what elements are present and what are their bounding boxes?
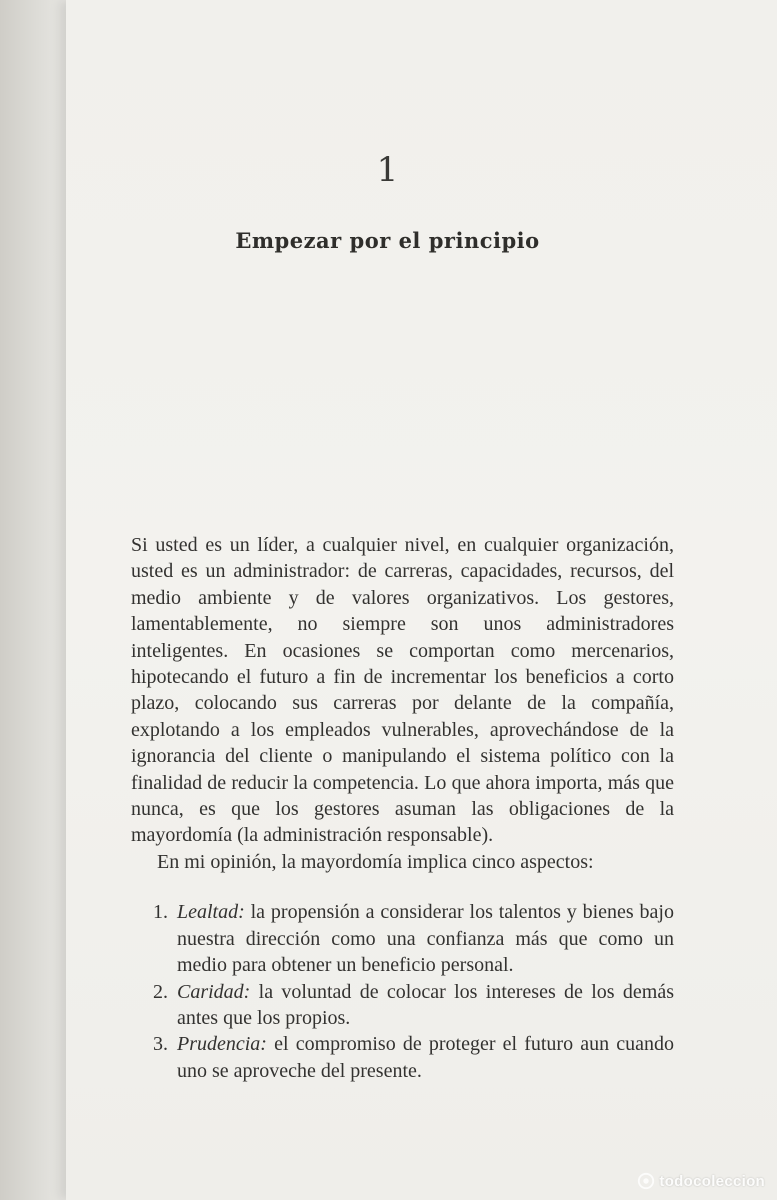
list-item-number: 1. bbox=[153, 901, 168, 924]
chapter-title: Empezar por el principio bbox=[235, 228, 540, 253]
stewardship-list bbox=[131, 899, 674, 1084]
body-text bbox=[131, 532, 674, 1084]
paragraph-intro: Si usted es un líder, a cualquier nivel, en cualquier organización, usted es un administrador: de carreras, capacidades, recursos, del medio ambiente y de valores organizativos. Los gestores, lamentablemente, no siempre son unos administradores inteligentes. En ocasiones se comportan como mercenarios, hipotecando el futuro a fin de incrementar los beneficios a corto plazo, colocando sus carreras por delante de la compañía, explotando a los empleados vulnerables, aprovechándose de la ignorancia del cliente o manipulando el sistema político con la finalidad de reducir la competencia. Lo que ahora importa, más que nunca, es que los gestores asuman las obligaciones de la mayordomía (la administración responsable). bbox=[131, 534, 674, 847]
list-item-text: la voluntad de colocar los intereses de los demás antes que los propios. bbox=[177, 980, 674, 1029]
list-item-text: el compromiso de proteger el futuro aun cuando uno se aproveche del presente. bbox=[177, 1033, 674, 1082]
list-item-term: Prudencia: bbox=[177, 1033, 275, 1056]
chapter-number: 1 bbox=[376, 150, 399, 190]
list-item-term: Lealtad: bbox=[177, 901, 251, 924]
list-item bbox=[131, 979, 674, 1032]
watermark-text: todocoleccion bbox=[659, 1172, 765, 1190]
watermark bbox=[637, 1172, 765, 1190]
list-item-text: la propensión a considerar los talentos y bienes bajo nuestra dirección como una confianza más que como un medio para obtener un beneficio personal. bbox=[177, 901, 674, 977]
paragraph-aspects: En mi opinión, la mayordomía implica cinco aspectos: bbox=[157, 850, 594, 873]
list-item bbox=[131, 1031, 674, 1084]
list-item bbox=[131, 899, 674, 978]
list-item-number: 3. bbox=[153, 1033, 168, 1056]
watermark-logo-icon bbox=[637, 1172, 655, 1190]
list-item-term: Caridad: bbox=[177, 980, 259, 1003]
book-page bbox=[66, 0, 777, 1200]
list-item-number: 2. bbox=[153, 980, 168, 1003]
